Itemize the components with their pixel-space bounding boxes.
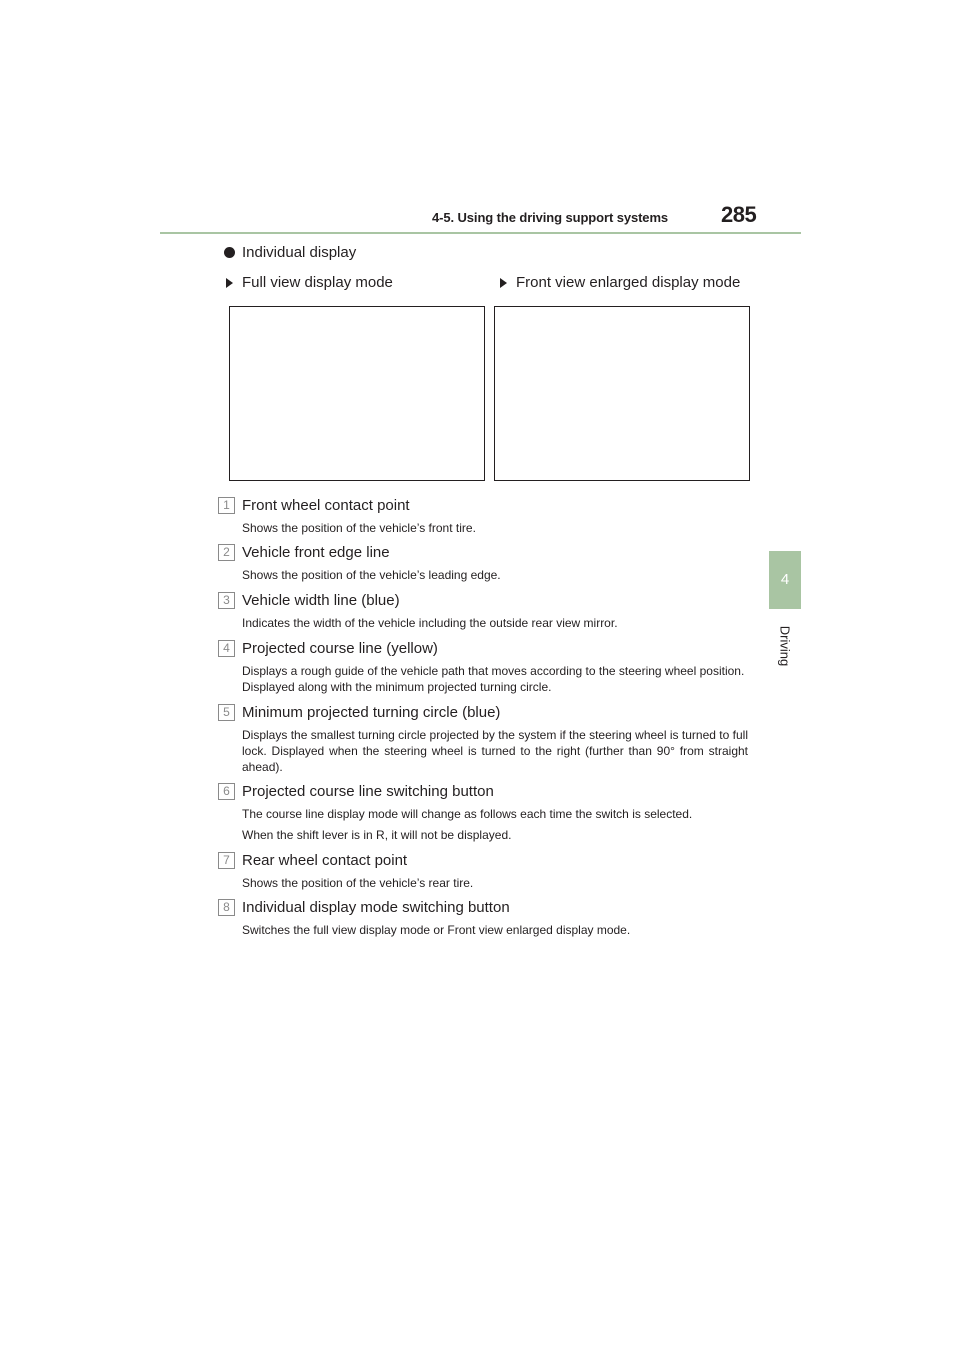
front-view-enlarged-display-figure [494, 306, 750, 481]
item-description-text: When the shift lever is in R, it will not be displayed. [242, 828, 512, 842]
item-description-text: Displays the smallest turning circle projected by the system if the steering wheel is turned to full lock. Displayed when the steering wheel is turned to the right (further than 90° from straight ahead). [242, 728, 748, 774]
item-vehicle-front-edge-line [218, 543, 748, 583]
item-title: Front wheel contact point [242, 496, 410, 514]
triangle-right-icon [500, 278, 507, 288]
item-title: Vehicle width line (blue) [242, 591, 400, 609]
chapter-label: Driving [777, 625, 793, 667]
item-title: Minimum projected turning circle (blue) [242, 703, 501, 721]
item-description [242, 663, 748, 695]
item-description-text: Switches the full view display mode or Front view enlarged display mode. [242, 923, 631, 937]
item-description [242, 727, 748, 775]
item-number-badge: 5 [218, 704, 235, 721]
item-description [242, 806, 748, 843]
front-view-enlarged-mode-label [500, 274, 740, 291]
item-description [242, 567, 748, 583]
item-title: Rear wheel contact point [242, 851, 408, 869]
item-projected-course-line-switching-button [218, 782, 748, 843]
full-view-mode-label [226, 274, 393, 291]
item-description-text: Shows the position of the vehicle’s front tire. [242, 521, 476, 535]
item-description-text: Shows the position of the vehicle’s rear tire. [242, 876, 474, 890]
item-number-badge: 1 [218, 497, 235, 514]
item-number-badge: 7 [218, 852, 235, 869]
mode-label-text: Front view enlarged display mode [516, 274, 741, 291]
mode-label-text: Full view display mode [242, 274, 393, 291]
item-description [242, 520, 748, 536]
item-description-text: Shows the position of the vehicle’s leading edge. [242, 568, 501, 582]
item-description-text: The course line display mode will change as follows each time the switch is selected. [242, 807, 693, 821]
item-vehicle-width-line [218, 591, 748, 631]
item-minimum-projected-turning-circle [218, 703, 748, 775]
item-title: Projected course line (yellow) [242, 639, 438, 657]
item-description-text: Indicates the width of the vehicle including the outside rear view mirror. [242, 616, 618, 630]
bullet-icon [224, 247, 235, 258]
chapter-tab [769, 551, 801, 609]
item-number-badge: 3 [218, 592, 235, 609]
item-description [242, 615, 748, 631]
item-number-badge: 4 [218, 640, 235, 657]
triangle-right-icon [226, 278, 233, 288]
item-number-badge: 6 [218, 783, 235, 800]
item-description [242, 922, 748, 938]
item-projected-course-line [218, 639, 748, 695]
item-title: Vehicle front edge line [242, 543, 390, 561]
item-number-badge: 8 [218, 899, 235, 916]
item-rear-wheel-contact-point [218, 851, 748, 891]
item-title: Individual display mode switching button [242, 898, 510, 916]
section-title: 4-5. Using the driving support systems [432, 210, 669, 225]
item-number-badge: 2 [218, 544, 235, 561]
item-title: Projected course line switching button [242, 782, 494, 800]
page-number: 285 [721, 202, 757, 227]
individual-display-bullet [224, 244, 356, 261]
item-individual-display-mode-switching-button [218, 898, 748, 938]
full-view-display-figure [229, 306, 485, 481]
item-description [242, 875, 748, 891]
chapter-number: 4 [780, 571, 790, 588]
item-front-wheel-contact-point [218, 496, 748, 536]
header-rule [160, 232, 801, 234]
bullet-label: Individual display [242, 244, 357, 261]
item-description-text: Displays a rough guide of the vehicle path that moves according to the steering wheel position. Displayed along with the minimum projected turning circle. [242, 664, 745, 694]
